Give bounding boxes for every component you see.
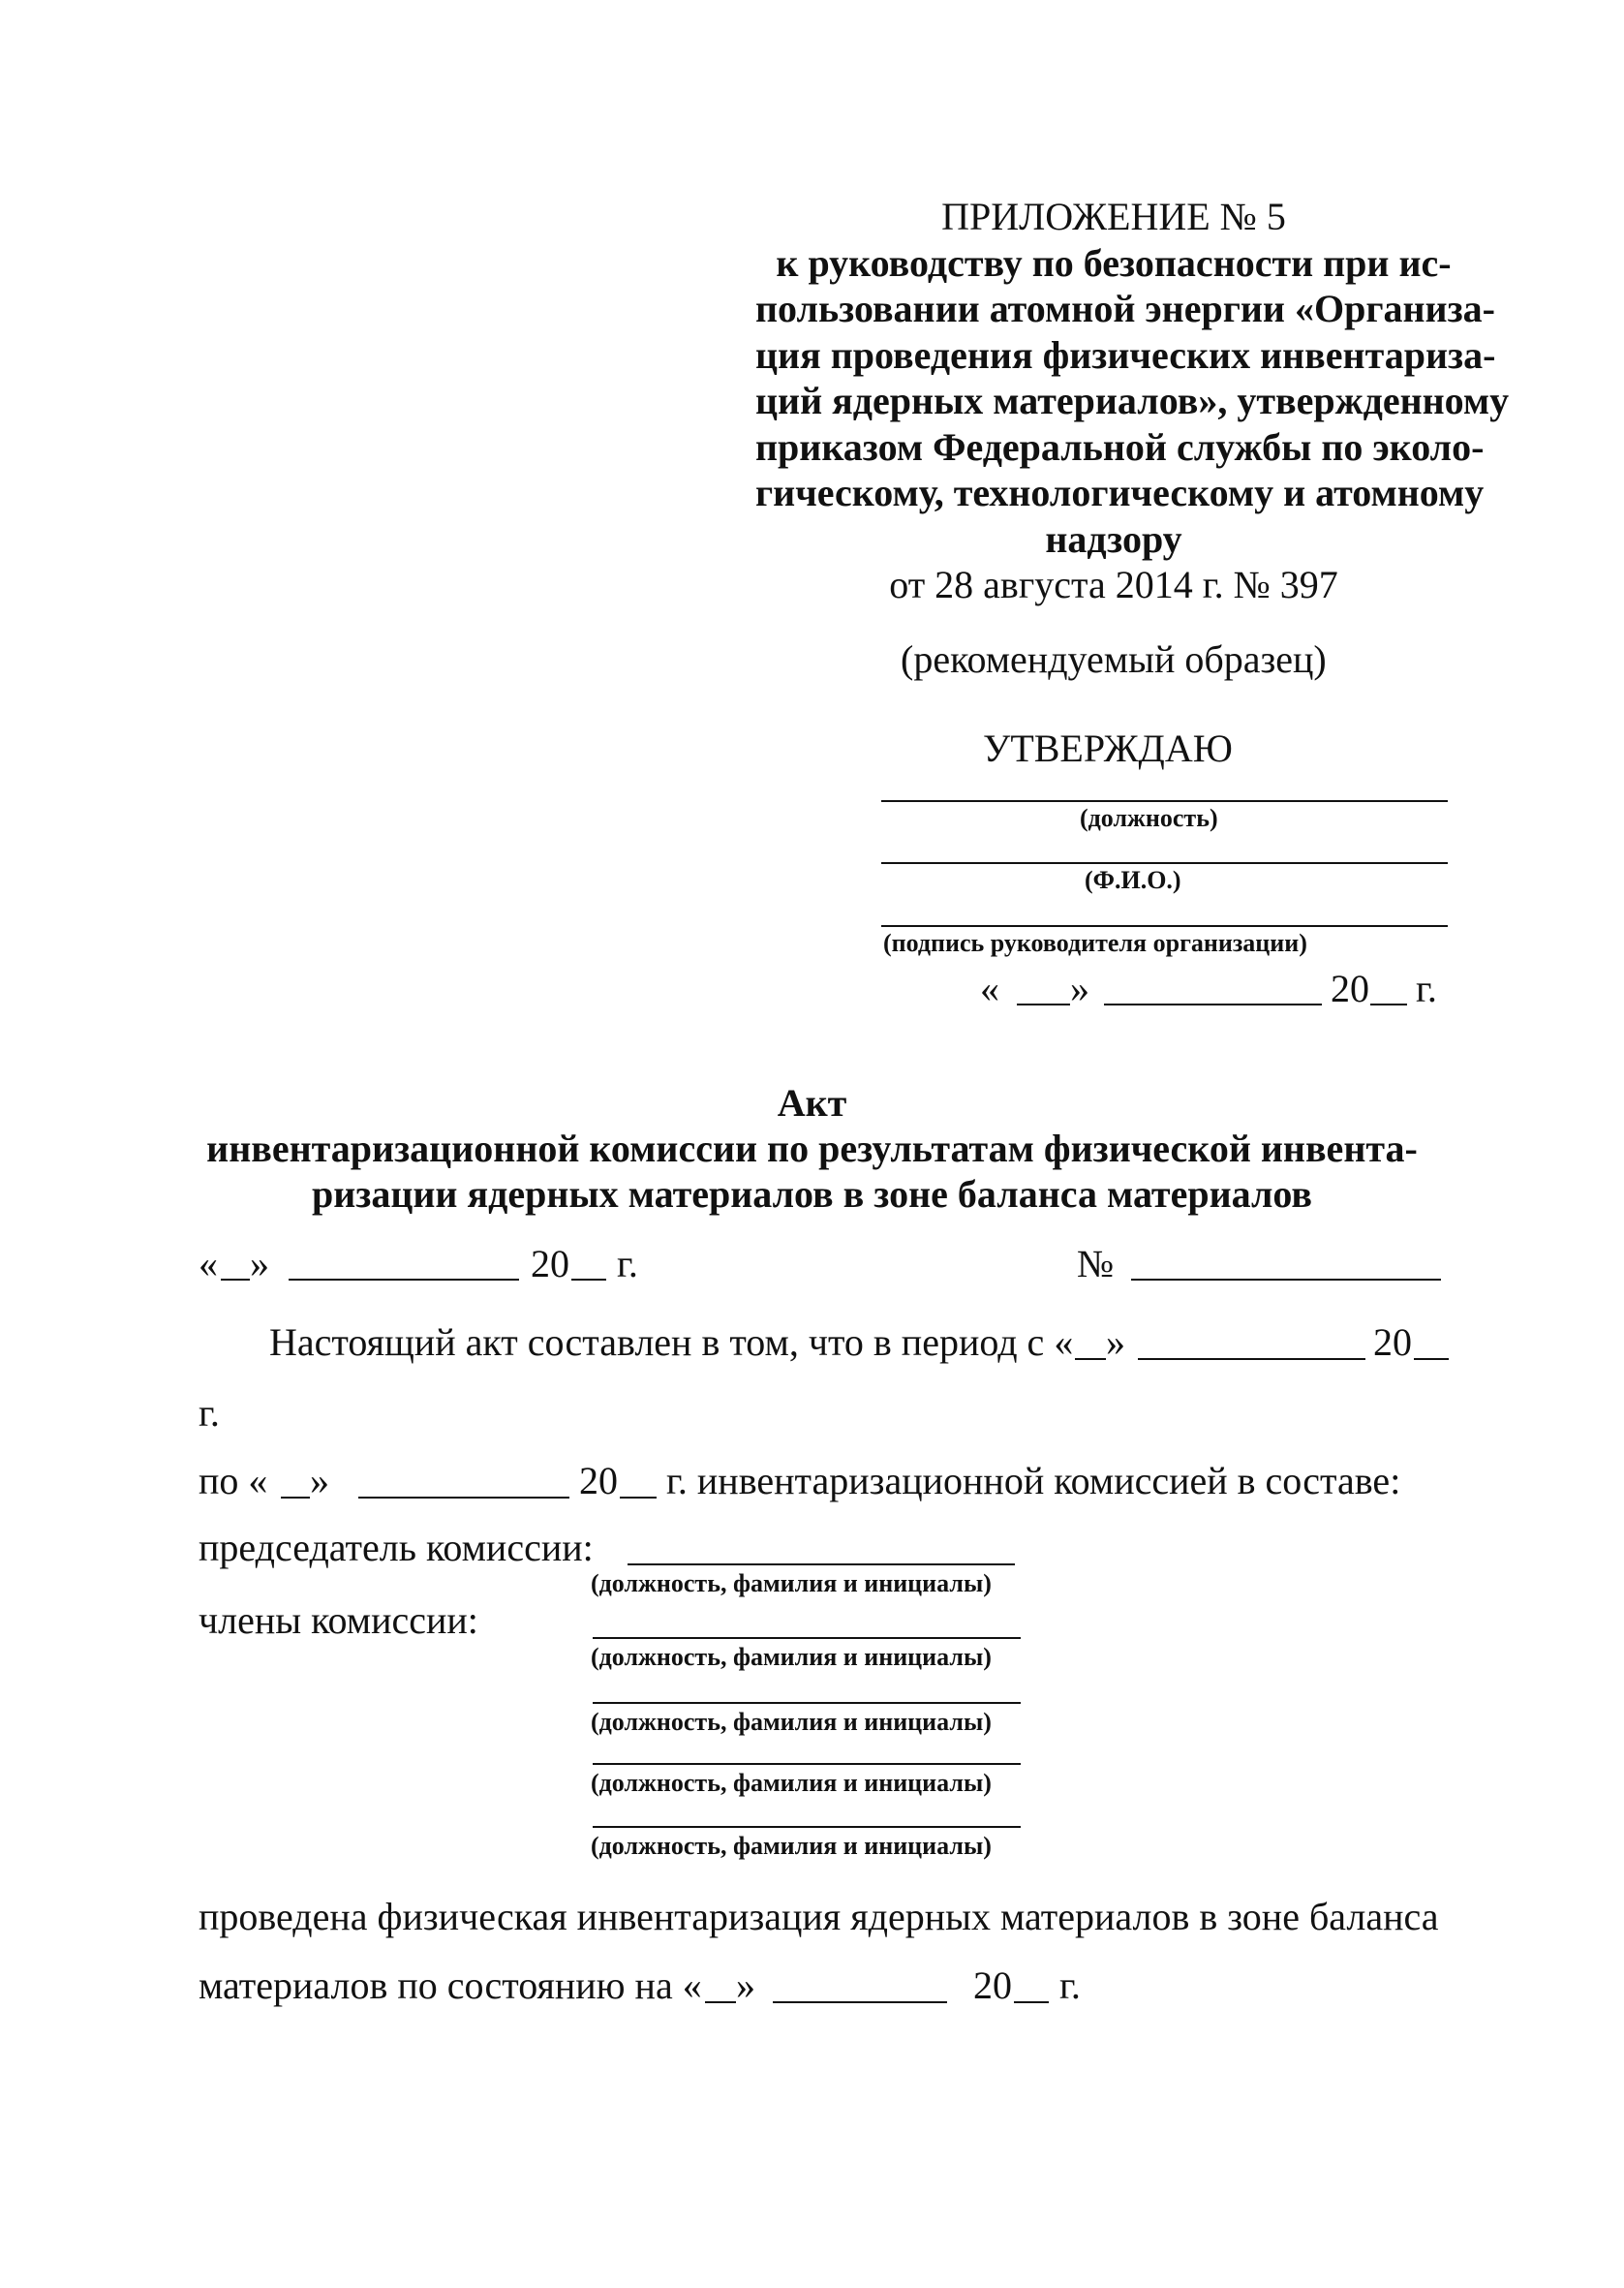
appendix-line: к руководству по безопасности при ис- (776, 240, 1452, 285)
member-caption: (должность, фамилия и инициалы) (591, 1643, 992, 1671)
conducted-year-blank (1014, 2001, 1049, 2003)
period-day-blank (1075, 1358, 1106, 1360)
to-close-quote: » (310, 1459, 329, 1502)
appendix-line: приказом Федеральной службы по эколо- (755, 424, 1485, 469)
chairman-label: председатель комиссии: (199, 1526, 594, 1569)
year-suffix: г. (617, 1242, 638, 1285)
day-blank (1017, 1004, 1070, 1005)
act-title: Акт (777, 1081, 847, 1125)
member-blank (593, 1637, 1021, 1639)
to-year-blank (620, 1497, 657, 1499)
date-open-quote: « (199, 1242, 218, 1285)
year-prefix: 20 (531, 1242, 569, 1285)
date-open-quote: « (980, 967, 999, 1010)
appendix-line: надзору (1045, 516, 1182, 561)
period-year: 20 (1373, 1320, 1412, 1364)
appendix-block (755, 194, 1510, 608)
members-label: члены комиссии: (199, 1598, 478, 1642)
member-blank (593, 1702, 1021, 1704)
signature-caption: (подпись руководителя организации) (883, 929, 1307, 957)
to-month-blank (358, 1497, 569, 1499)
position-line (881, 800, 1448, 802)
act-number-label: № (1077, 1242, 1115, 1285)
year-suffix: г. (1416, 967, 1437, 1010)
conducted-line-1: проведена физическая инвентаризация ядерных материалов в зоне баланса (199, 1895, 1439, 1938)
act-subtitle-line: инвентаризационной комиссии по результатам физической инвента- (206, 1127, 1418, 1170)
signature-line (881, 925, 1448, 927)
position-caption: (должность) (1080, 804, 1218, 832)
name-line (881, 862, 1448, 864)
to-year: 20 (579, 1459, 618, 1502)
chairman-caption: (должность, фамилия и инициалы) (591, 1569, 992, 1597)
sample-note: (рекомендуемый образец) (901, 637, 1327, 681)
act-title-block (155, 1080, 1469, 1217)
appendix-line: пользовании атомной энергии «Организа- (755, 287, 1495, 330)
conducted-close-quote: » (736, 1963, 755, 2007)
period-text: Настоящий акт составлен в том, что в период с « (269, 1320, 1074, 1364)
date-close-quote: » (250, 1242, 269, 1285)
period-month-blank (1138, 1358, 1365, 1360)
date-close-quote: » (1070, 967, 1089, 1010)
act-number-blank (1131, 1279, 1441, 1281)
year-blank (1370, 1004, 1407, 1005)
member-caption: (должность, фамилия и инициалы) (591, 1832, 992, 1860)
member-caption: (должность, фамилия и инициалы) (591, 1769, 992, 1797)
appendix-order-line: от 28 августа 2014 г. № 397 (889, 563, 1338, 606)
conducted-suffix: г. (1059, 1963, 1081, 2007)
day-blank (221, 1279, 250, 1281)
to-suffix: г. инвентаризационной комиссией в составе: (666, 1459, 1401, 1502)
conducted-line-2: материалов по состоянию на « (199, 1963, 702, 2007)
conducted-month-blank (773, 2001, 947, 2003)
year-prefix: 20 (1331, 967, 1369, 1010)
to-day-blank (281, 1497, 310, 1499)
member-blank (593, 1826, 1021, 1828)
appendix-line: ций ядерных материалов», утвержденному (755, 379, 1510, 422)
chairman-blank (628, 1563, 1015, 1565)
period-year-blank (1414, 1358, 1449, 1360)
act-subtitle-line: ризации ядерных материалов в зоне баланса материалов (311, 1172, 1313, 1216)
appendix-heading: ПРИЛОЖЕНИЕ № 5 (941, 195, 1286, 238)
to-prefix: по « (199, 1459, 268, 1502)
member-blank (593, 1763, 1021, 1765)
period-g: г. (199, 1391, 220, 1435)
appendix-line: ция проведения физических инвентариза- (755, 332, 1496, 377)
member-caption: (должность, фамилия и инициалы) (591, 1708, 992, 1736)
approval-heading: УТВЕРЖДАЮ (983, 727, 1233, 770)
conducted-year: 20 (973, 1963, 1012, 2007)
period-close-quote: » (1106, 1320, 1125, 1364)
appendix-line: гическому, технологическому и атомному (755, 471, 1485, 514)
month-blank (289, 1279, 519, 1281)
name-caption: (Ф.И.О.) (1085, 866, 1181, 894)
conducted-day-blank (705, 2001, 736, 2003)
year-blank (571, 1279, 606, 1281)
month-blank (1104, 1004, 1322, 1005)
